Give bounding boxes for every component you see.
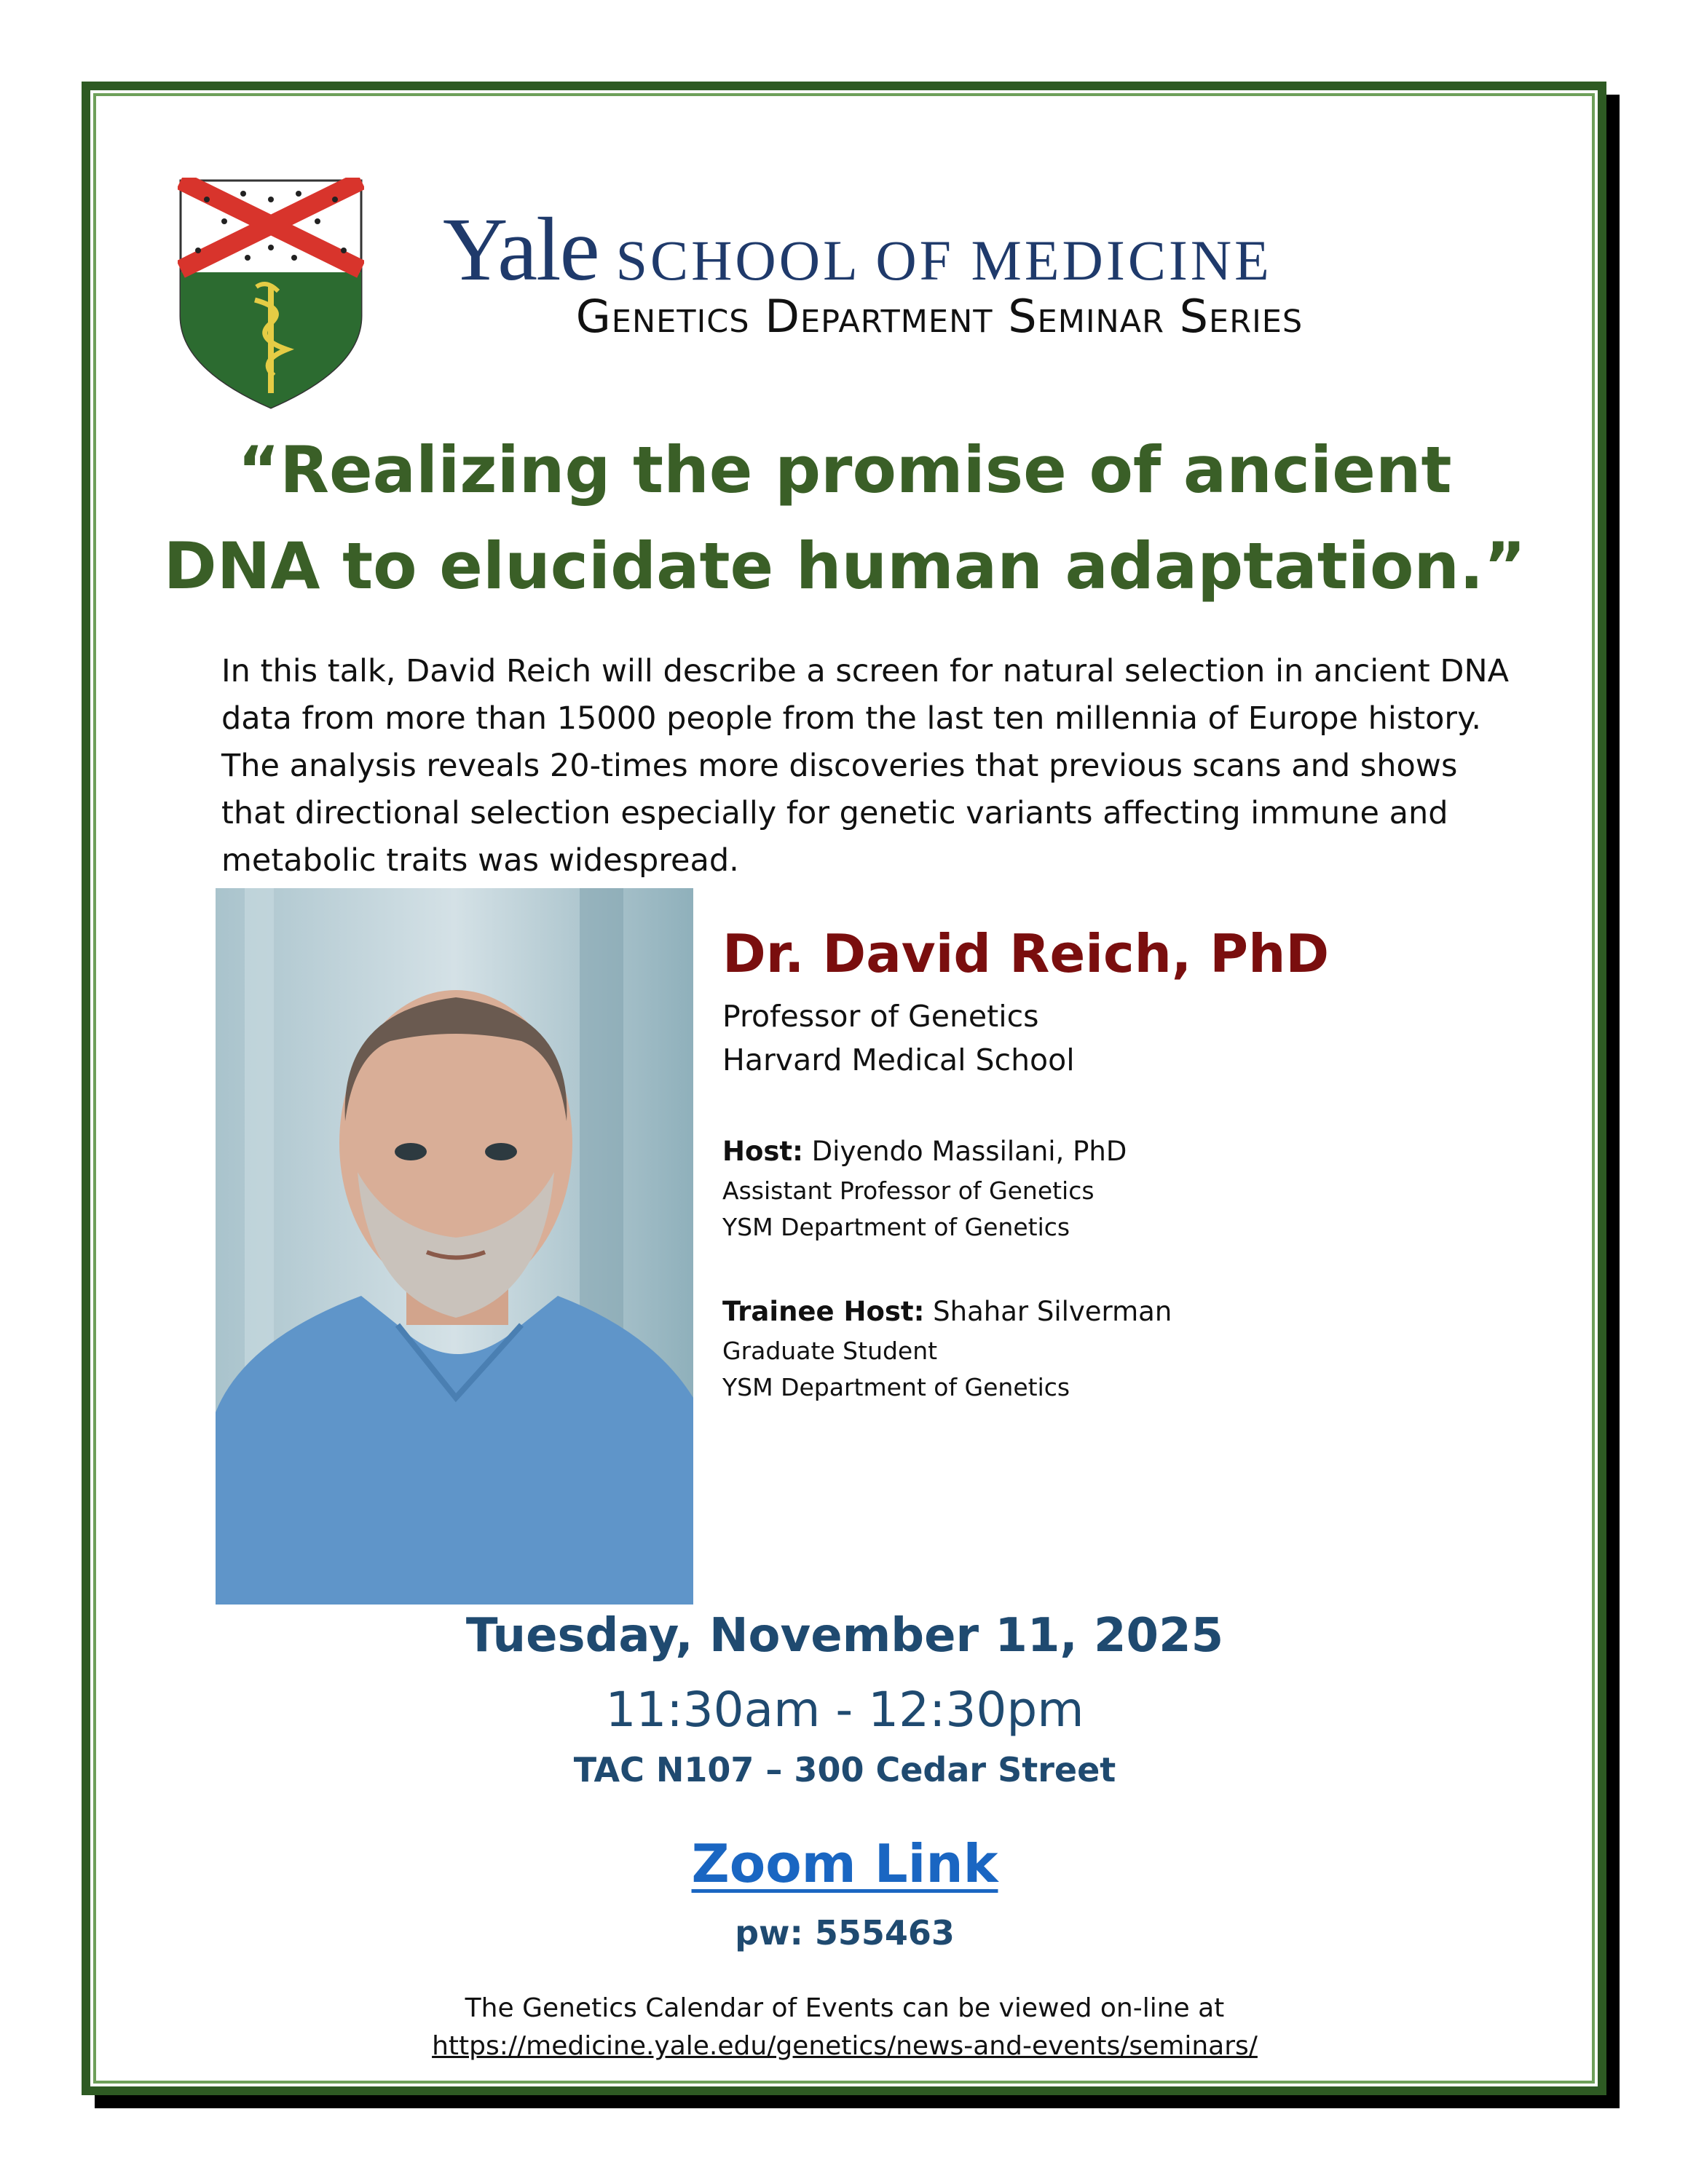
talk-title bbox=[131, 422, 1558, 614]
zoom-password: pw: 555463 bbox=[735, 1913, 955, 1952]
seminar-series-title: Genetics Department Seminar Series bbox=[575, 290, 1304, 343]
yale-medicine-crest-logo bbox=[178, 178, 364, 411]
abstract-line: metabolic traits was widespread. bbox=[221, 842, 739, 879]
talk-title-line: “Realizing the promise of ancient bbox=[237, 432, 1452, 507]
school-name bbox=[443, 198, 1419, 299]
abstract-line: The analysis reveals 20-times more discoveries that previous scans and shows bbox=[221, 748, 1458, 784]
talk-title-line: DNA to elucidate human adaptation.” bbox=[163, 529, 1526, 604]
speaker-institution: Harvard Medical School bbox=[722, 1042, 1075, 1077]
host-department: YSM Department of Genetics bbox=[722, 1213, 1070, 1241]
event-date: Tuesday, November 11, 2025 bbox=[465, 1609, 1224, 1663]
trainee-host-title: Graduate Student bbox=[722, 1337, 938, 1365]
host-line bbox=[722, 1136, 1127, 1167]
calendar-note: The Genetics Calendar of Events can be viewed on-line at bbox=[465, 1993, 1225, 2023]
school-of-medicine-wordmark: SCHOOL OF MEDICINE bbox=[615, 229, 1272, 292]
speaker-title: Professor of Genetics bbox=[722, 999, 1039, 1034]
host-label: Host: bbox=[722, 1136, 803, 1167]
host-name: Diyendo Massilani, PhD bbox=[811, 1136, 1127, 1167]
trainee-host-department: YSM Department of Genetics bbox=[722, 1373, 1070, 1401]
abstract-line: that directional selection especially for genetic variants affecting immune and bbox=[221, 795, 1448, 831]
abstract-line: In this talk, David Reich will describe a screen for natural selection in ancient DNA bbox=[221, 653, 1510, 689]
calendar-url-link[interactable]: https://medicine.yale.edu/genetics/news-and-events/seminars/ bbox=[432, 2031, 1258, 2061]
host-title: Assistant Professor of Genetics bbox=[722, 1176, 1095, 1205]
zoom-link[interactable]: Zoom Link bbox=[691, 1833, 998, 1894]
abstract-line: data from more than 15000 people from the last ten millennia of Europe history. bbox=[221, 700, 1482, 737]
yale-wordmark: Yale bbox=[443, 199, 599, 299]
speaker-name: Dr. David Reich, PhD bbox=[722, 923, 1330, 984]
event-time: 11:30am - 12:30pm bbox=[605, 1682, 1084, 1738]
talk-abstract bbox=[221, 648, 1532, 885]
trainee-host-label: Trainee Host: bbox=[722, 1296, 925, 1327]
trainee-host-line bbox=[722, 1296, 1172, 1327]
speaker-photo bbox=[216, 888, 693, 1605]
event-location: TAC N107 – 300 Cedar Street bbox=[573, 1750, 1116, 1789]
trainee-host-name: Shahar Silverman bbox=[933, 1296, 1172, 1327]
